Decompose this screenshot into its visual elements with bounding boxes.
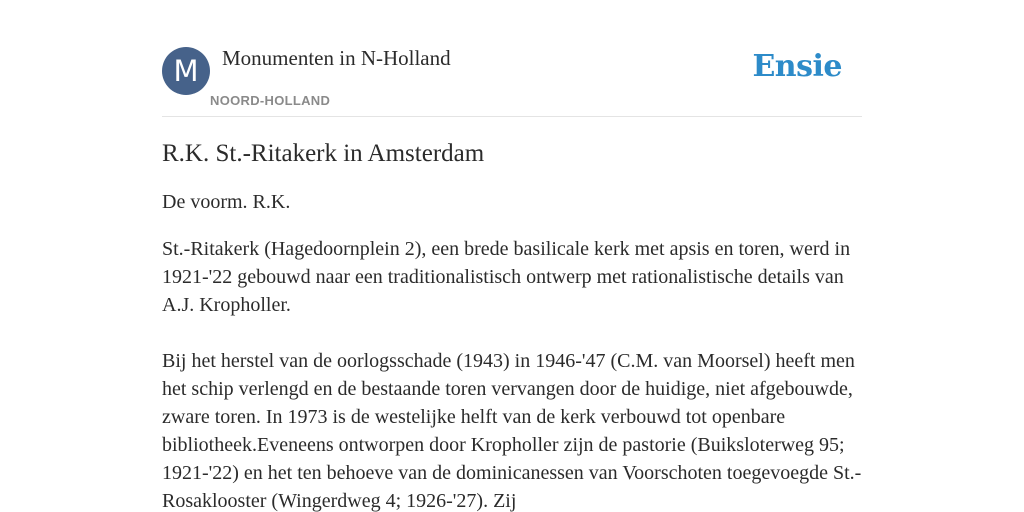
source-title-link[interactable]: Monumenten in N-Holland: [222, 46, 451, 70]
ensie-logo-link[interactable]: Ensie: [752, 49, 842, 84]
article-content: [162, 138, 862, 512]
category-label[interactable]: NOORD-HOLLAND: [210, 93, 331, 108]
article-lead: De voorm. R.K.: [162, 191, 291, 213]
source-avatar[interactable]: M: [162, 47, 210, 95]
page-header: [162, 0, 862, 117]
article-body: St.-Ritakerk (Hagedoornplein 2), een brede basilicale kerk met apsis en toren, werd in 1921-'22 gebouwd naar een traditionalistisch ontwerp met rationalistische details van A.J. Kropholler. Bij het herstel van de oorlogsschade (1943) in 1946-'47 (C.M. van Moorsel) heeft men het schip verlengd en de bestaande toren vervangen door de huidige, niet afgebouwde, zware toren. In 1973 is de westelijke helft van de kerk verbouwd tot openbare bibliotheek.Eveneens ontworpen door Kropholler zijn de pastorie (Buiksloterweg 95; 1921-'22) en het ten behoeve van de dominicanessen van Voorschoten toegevoegde St.-Rosaklooster (Wingerdweg 4; 1926-'27). Zij: [162, 238, 862, 512]
article-title: R.K. St.-Ritakerk in Amsterdam: [162, 140, 485, 167]
